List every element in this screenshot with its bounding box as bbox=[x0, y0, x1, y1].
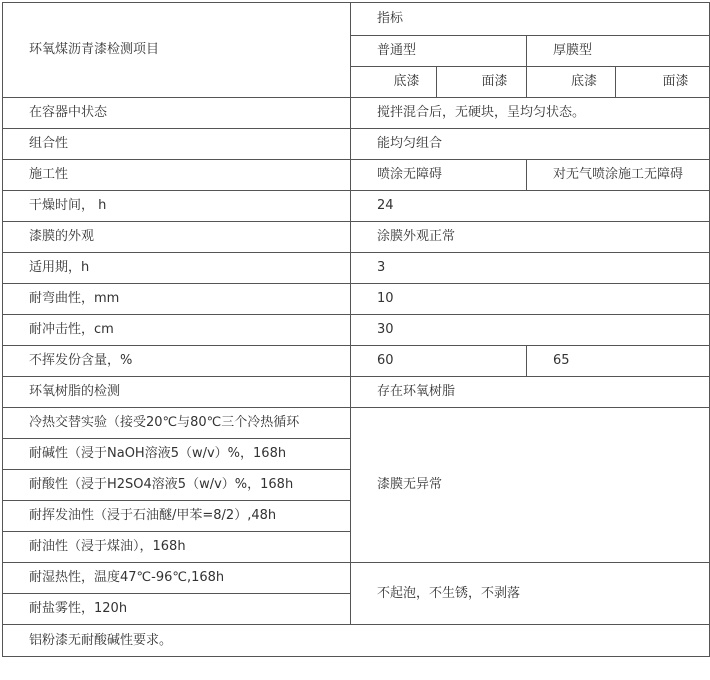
table-row bbox=[3, 222, 710, 253]
row-value: 3 bbox=[351, 253, 710, 284]
row-value: 存在环氧树脂 bbox=[351, 377, 710, 408]
corrosion-item: 耐盐雾性，120h bbox=[3, 594, 351, 625]
header-thick-type: 厚膜型 bbox=[527, 36, 710, 67]
header-primer-normal: 底漆 bbox=[351, 67, 437, 98]
table-row bbox=[3, 129, 710, 160]
row-value: 30 bbox=[351, 315, 710, 346]
resistance-value: 漆膜无异常 bbox=[351, 408, 710, 563]
resistance-item: 耐碱性（浸于NaOH溶液5（w/v）%，168h bbox=[3, 439, 351, 470]
row-item: 漆膜的外观 bbox=[3, 222, 351, 253]
row-item: 不挥发份含量，% bbox=[3, 346, 351, 377]
table-row bbox=[3, 253, 710, 284]
header-topcoat-thick: 面漆 bbox=[616, 67, 710, 98]
header-primer-thick: 底漆 bbox=[527, 67, 616, 98]
corrosion-value: 不起泡，不生锈，不剥落 bbox=[351, 563, 710, 625]
corrosion-item: 耐湿热性，温度47℃-96℃,168h bbox=[3, 563, 351, 594]
table-row bbox=[3, 377, 710, 408]
row-item: 干燥时间， h bbox=[3, 191, 351, 222]
table-row bbox=[3, 346, 710, 377]
row-value: 10 bbox=[351, 284, 710, 315]
table-row bbox=[3, 191, 710, 222]
row-value-thick: 对无气喷涂施工无障碍 bbox=[527, 160, 710, 191]
row-value: 搅拌混合后，无硬块，呈均匀状态。 bbox=[351, 98, 710, 129]
resistance-item: 耐油性（浸于煤油），168h bbox=[3, 532, 351, 563]
row-value-normal: 喷涂无障碍 bbox=[351, 160, 527, 191]
resistance-item: 冷热交替实验（接受20℃与80℃三个冷热循环 bbox=[3, 408, 351, 439]
table-row bbox=[3, 563, 710, 594]
table-row bbox=[3, 284, 710, 315]
row-value: 能均匀组合 bbox=[351, 129, 710, 160]
paint-spec-table bbox=[2, 2, 710, 657]
resistance-item: 耐挥发油性（浸于石油醚/甲苯=8/2）,48h bbox=[3, 501, 351, 532]
footer-row bbox=[3, 625, 710, 657]
table-row bbox=[3, 315, 710, 346]
header-topcoat-normal: 面漆 bbox=[437, 67, 527, 98]
row-item: 适用期，h bbox=[3, 253, 351, 284]
row-item: 组合性 bbox=[3, 129, 351, 160]
row-value-normal: 60 bbox=[351, 346, 527, 377]
row-item: 耐弯曲性，mm bbox=[3, 284, 351, 315]
row-value: 涂膜外观正常 bbox=[351, 222, 710, 253]
row-item: 环氧树脂的检测 bbox=[3, 377, 351, 408]
header-normal-type: 普通型 bbox=[351, 36, 527, 67]
table-row bbox=[3, 98, 710, 129]
row-item: 施工性 bbox=[3, 160, 351, 191]
row-item: 在容器中状态 bbox=[3, 98, 351, 129]
header-indicator-label: 指标 bbox=[351, 3, 710, 36]
table-row bbox=[3, 160, 710, 191]
row-value: 24 bbox=[351, 191, 710, 222]
resistance-item: 耐酸性（浸于H2SO4溶液5（w/v）%，168h bbox=[3, 470, 351, 501]
header-item-label: 环氧煤沥青漆检测项目 bbox=[3, 3, 351, 98]
row-item: 耐冲击性，cm bbox=[3, 315, 351, 346]
header-row-1 bbox=[3, 3, 710, 36]
table-row bbox=[3, 408, 710, 439]
footer-note: 铝粉漆无耐酸碱性要求。 bbox=[3, 625, 710, 657]
row-value-thick: 65 bbox=[527, 346, 710, 377]
